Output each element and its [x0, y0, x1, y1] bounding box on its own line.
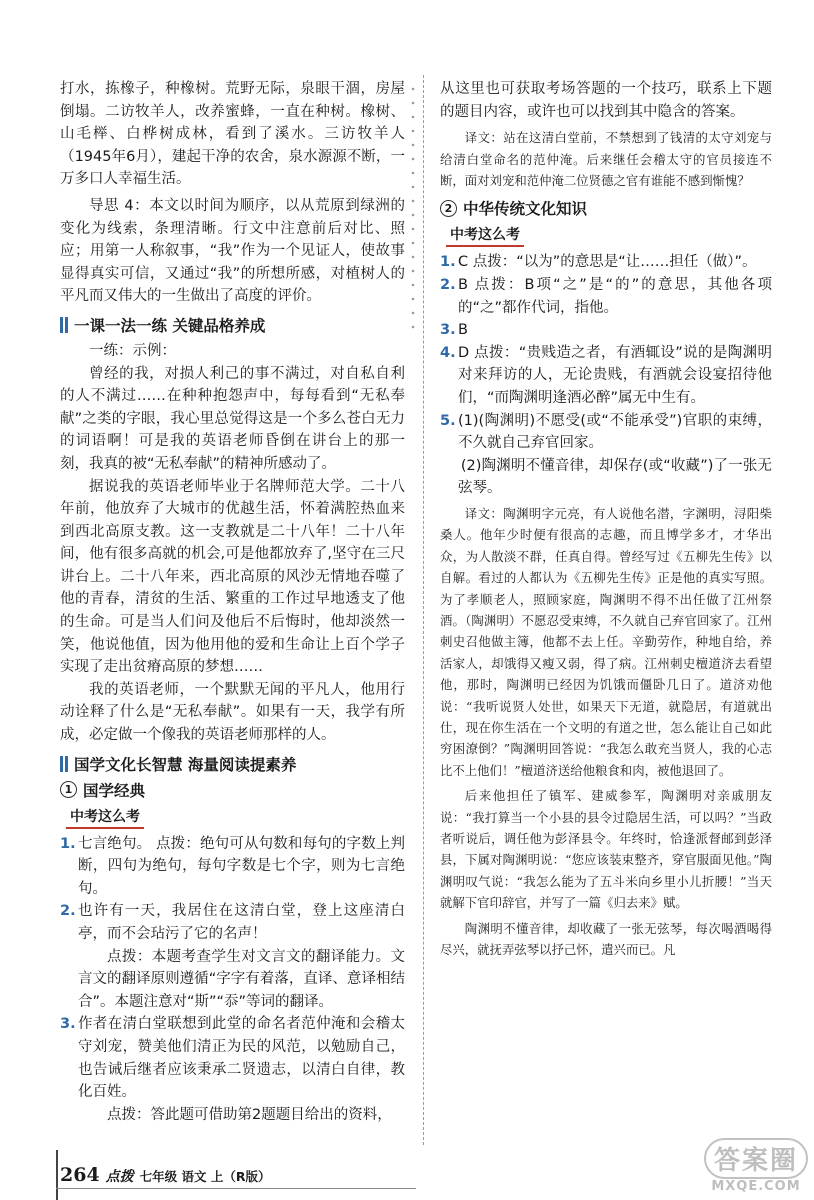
answer-item [440, 342, 772, 410]
item-number: 1. [440, 254, 456, 271]
intro-para-1: 打水，拣橡子，种橡树。荒野无际，泉眼干涸，房屋倒塌。二访牧羊人，改养蜜蜂，一直在种树。橡树、山毛榉、白桦树成林，看到了溪水。三访牧羊人（1945年6月），建起干净的农舍，泉水源源不断，一万多口人幸福生活。 [60, 81, 405, 188]
section-bar-icon-2 [65, 317, 68, 333]
item-text: 作者在清白堂联想到此堂的命名者范仲淹和会稽太守刘宠，赞美他们清正为民的风范，以勉励自己，也告诫后继者应该秉承二贤遗志，以清白自律，教化百姓。 [78, 1016, 405, 1101]
practice-label: 一练：示例： [89, 342, 176, 359]
answer-item [60, 833, 405, 901]
circle-number-icon: 2 [440, 200, 457, 217]
brand-logo: 点拨 [105, 1169, 134, 1185]
watermark [704, 1138, 808, 1194]
subsection-heading-2 [440, 197, 772, 219]
translation-2-para-3: 陶渊明不懂音律，却收藏了一张无弦琴，每次喝酒喝得尽兴，就抚弄弦琴以抒己怀，遣兴而已。凡 [440, 920, 772, 958]
translation-2-para-2: 后来他担任了镇军、建威参军，陶渊明对亲戚朋友说：“我打算当一个小县的县令过隐居生活，可以吗？”当政者听说后，调任他为彭泽县令。年终时，恰逢派督邮到彭泽县，下属对陶渊明说：“您应该装束整齐，穿官服面见他。”陶渊明叹气说：“我怎么能为了五斗米向乡里小儿折腰！”当天就解下官印辞官，并写了一篇《归去来》赋。 [440, 788, 772, 911]
exam-label: 中考这么考 [446, 224, 524, 247]
right-top-para: 从这里也可获取考场答题的一个技巧，联系上下题的题目内容，或许也可以找到其中隐含的答案。 [440, 81, 772, 120]
subsection-heading-1 [60, 779, 405, 801]
item-text: (1)(陶渊明)不愿受(或“不能承受”)官职的束缚，不久就自己弃官回家。 [458, 412, 772, 452]
dotted-margin [410, 82, 416, 332]
circle-number-icon: 1 [60, 781, 77, 798]
item-number: 2. [440, 277, 456, 293]
subsection-title-1: 国学经典 [83, 781, 146, 800]
item-5-continuation: (2)陶渊明不懂音律，却保存(或“收藏”)了一张无弦琴。 [458, 457, 772, 497]
answer-item [440, 319, 772, 342]
left-column [60, 78, 405, 1126]
column-divider [423, 75, 424, 1145]
answer-item [440, 274, 772, 319]
item-text: B [458, 322, 468, 339]
answer-item [60, 900, 405, 945]
item-hint: 点拨：答此题可借助第2题题目给出的资料， [107, 1106, 392, 1123]
item-text: D 点拨：“贵贱造之者，有酒辄设”说的是陶渊明对来拜访的人，无论贵贱，有酒就会设宴招待他们，“而陶渊明逢酒必醉”属无中生有。 [458, 344, 772, 406]
page-footer [60, 1164, 271, 1186]
item-number: 3. [440, 322, 456, 339]
exam-label: 中考这么考 [66, 806, 144, 829]
translation-2-para-1: 译文：陶渊明字元亮，有人说他名潜，字渊明，浔阳柴桑人。他年少时便有很高的志趣，而且博学多才，才华出众，为人散淡不群，任真自得。曾经写过《五柳先生传》以自解。看过的人都认为《五柳先生传》正是他的真实写照。为了孝顺老人，照顾家庭，陶渊明不得不出任做了江州祭酒。（陶渊明）不愿忍受束缚，不久就自己弃官回家了。江州刺史召他做主簿，他都不去上任。辛勤劳作，种地自给，养活家人，却饿得又瘦又弱，得了病。江州刺史檀道济去看望他，那时，陶渊明已经因为饥饿而僵卧几日了。道济劝他说：“我听说贤人处世，如果天下无道，就隐居，有道就出仕，现在你生活在一个文明的有道之世，怎么能让自己如此穷困潦倒？”陶渊明回答说：“我怎么敢充当贤人，我的心志比不上他们！”檀道济送给他粮食和肉，被他退回了。 [440, 505, 772, 778]
practice-para-1: 曾经的我，对损人利己的事不满过，对自私自利的人不满过……在种种抱怨声中，每每看到“无私奉献”之类的字眼，我心里总觉得这是一个多么苍白无力的词语啊！可是我的英语老师昏倒在讲台上的那一刻，我真的被“无私奉献”的精神所感动了。 [60, 365, 405, 472]
subsection-title-2: 中华传统文化知识 [463, 200, 588, 219]
practice-para-2: 据说我的英语老师毕业于名牌师范大学。二十八年前，他放弃了大城市的优越生活，怀着满腔热血来到西北高原支教。这一支教就是二十八年！二十八年间，他有很多高就的机会,可是他都放弃了,坚守在三尺讲台上。二十八年来，西北高原的风沙无情地吞噬了他的青春，清贫的生活、繁重的工作过早地透支了他的生命。可是当人们问及他后不后悔时，他却淡然一笑，他说他值，因为他用他的爱和生命让上百个学子实现了走出贫瘠高原的梦想…… [60, 478, 405, 676]
watermark-logo: 答案圈 [704, 1138, 808, 1179]
watermark-url: MXQE.COM [711, 1179, 801, 1194]
section-heading-1 [60, 314, 405, 336]
footer-rule [56, 1188, 416, 1189]
item-number: 2. [60, 903, 76, 920]
item-text: B 点拨：B项“之”是“的”的意思，其他各项的“之”都作代词，指他。 [458, 277, 772, 316]
answer-item [60, 1013, 405, 1103]
item-text: 七言绝句。 点拨：绝句可从句数和每句的字数上判断，四句为绝句，每句字数是七个字，则为七言绝句。 [78, 835, 405, 897]
section-bar-icon [60, 317, 63, 333]
answer-item [440, 410, 772, 455]
book-info: 七年级 语文 上（R版） [139, 1169, 271, 1184]
page-number: 264 [60, 1164, 100, 1186]
answer-item [440, 251, 772, 274]
item-hint: 点拨：本题考查学生对文言文的翻译能力。文言文的翻译原则遵循“字字有着落，直译、意译相结合”。本题注意对“斯”“忝”等词的翻译。 [78, 948, 405, 1010]
item-number: 4. [440, 344, 456, 361]
right-column [440, 78, 772, 960]
item-text: C 点拨：“以为”的意思是“让……担任（做）”。 [458, 254, 757, 271]
section-heading-2 [60, 753, 405, 775]
item-number: 3. [60, 1016, 76, 1033]
footer-vertical-rule [56, 1150, 58, 1200]
intro-para-2: 导思 4：本文以时间为顺序，以从荒原到绿洲的变化为线索，条理清晰。行文中注意前后对比、照应；用第一人称叙事，“我”作为一个见证人，使故事显得真实可信，又通过“我”的所想所感，对植树人的平凡而又伟大的一生做出了高度的评价。 [60, 197, 405, 305]
section-title-1: 一课一法一练 关键品格养成 [74, 316, 266, 335]
section-bar-icon-2 [65, 756, 68, 772]
item-number: 1. [60, 835, 76, 852]
section-bar-icon [60, 756, 63, 772]
item-text: 也许有一天，我居住在这清白堂，登上这座清白亭，而不会玷污了它的名声！ [78, 903, 405, 942]
translation-1: 译文：站在这清白堂前，不禁想到了钱清的太守刘宠与给清白堂命名的范仲淹。后来继任会稽太守的官员接连不断，面对刘宠和范仲淹二位贤德之官有谁能不感到惭愧？ [440, 130, 772, 188]
item-number: 5. [440, 412, 456, 429]
practice-para-3: 我的英语老师，一个默默无闻的平凡人，他用行动诠释了什么是“无私奉献”。如果有一天，我学有所成，必定做一个像我的英语老师那样的人。 [60, 681, 405, 744]
section-title-2: 国学文化长智慧 海量阅读提素养 [74, 755, 297, 774]
